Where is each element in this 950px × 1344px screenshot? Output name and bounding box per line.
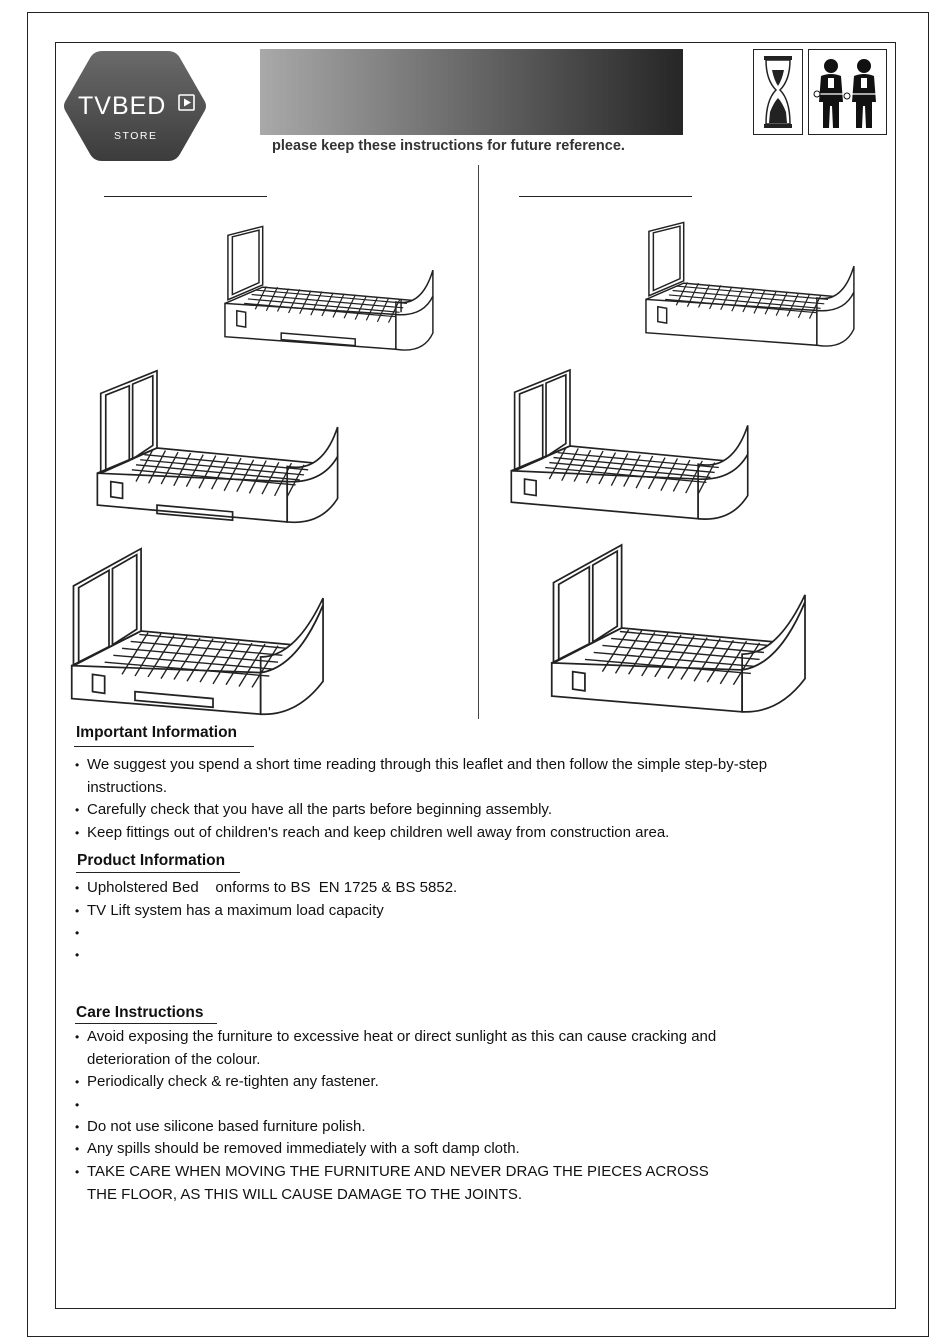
list-item: • Avoid exposing the furniture to excessive heat or direct sunlight as this can cause cracking and deterioration of the colour.: [75, 1026, 885, 1071]
list-item: [75, 1094, 885, 1116]
list-item: • TAKE CARE WHEN MOVING THE FURNITURE AND NEVER DRAG THE PIECES ACROSS THE FLOOR, AS THIS WILL CAUSE DAMAGE TO THE JOINTS.: [75, 1161, 885, 1206]
bed-frame-medium: [508, 362, 756, 530]
product-info-title: Product Information: [77, 852, 226, 869]
product-info-list: [75, 877, 885, 966]
list-item: • Upholstered Bed onforms to BS EN 1725 & BS 5852.: [75, 877, 885, 900]
care-instructions-rule: [75, 1023, 217, 1024]
list-item: • We suggest you spend a short time reading through this leaflet and then follow the simple step-by-step instructions.: [75, 754, 885, 799]
important-info-list: [75, 754, 885, 844]
hourglass-icon-box: [753, 49, 803, 135]
left-column-rule: [104, 196, 267, 197]
list-item: • Any spills should be removed immediately with a soft damp cloth.: [75, 1138, 885, 1161]
list-item: [75, 922, 885, 944]
tvbed-logo: [62, 48, 208, 164]
list-item: • Keep fittings out of children's reach and keep children well away from construction area.: [75, 822, 885, 845]
logo-sub: STORE: [114, 130, 158, 142]
care-instructions-list: [75, 1026, 885, 1206]
bed-frame-with-drawer-small: [222, 222, 444, 370]
list-item: • Do not use silicone based furniture polish.: [75, 1116, 885, 1139]
list-item: • TV Lift system has a maximum load capacity: [75, 900, 885, 923]
right-column-rule: [519, 196, 692, 197]
important-info-title: Important Information: [76, 724, 238, 741]
title-banner: [260, 49, 683, 135]
two-person-assembly-icon: [809, 50, 886, 134]
bed-frame-large: [550, 536, 812, 720]
reference-note: please keep these instructions for future reference.: [272, 138, 625, 154]
bed-frame-with-drawer-large: [70, 542, 330, 720]
list-item: • Carefully check that you have all the parts before beginning assembly.: [75, 799, 885, 822]
column-divider: [478, 165, 479, 719]
two-person-icon-box: [808, 49, 887, 135]
important-info-rule: [74, 746, 254, 747]
bed-frame-small: [643, 216, 865, 368]
list-item: • Periodically check & re-tighten any fastener.: [75, 1071, 885, 1094]
product-info-rule: [76, 872, 240, 873]
hourglass-icon: [754, 50, 802, 134]
logo-brand: TVBED: [78, 92, 167, 120]
care-instructions-title: Care Instructions: [76, 1004, 204, 1021]
bed-frame-with-drawer-medium: [94, 362, 346, 534]
list-item: [75, 944, 885, 966]
